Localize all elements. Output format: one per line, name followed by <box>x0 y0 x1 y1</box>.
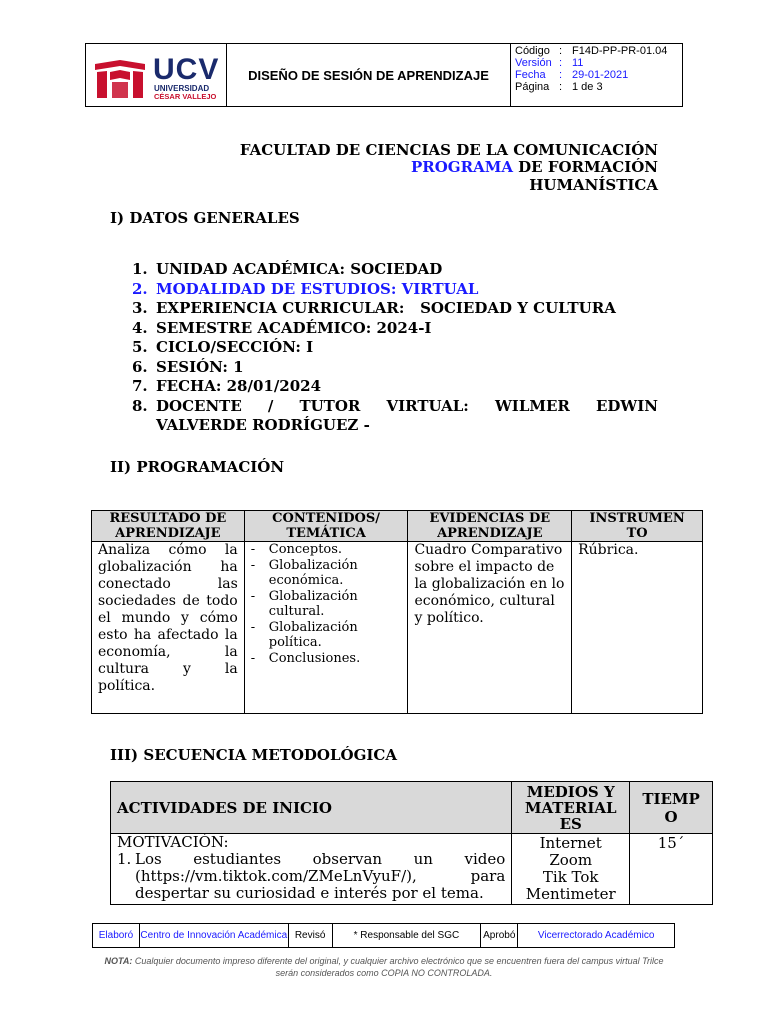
section-heading-datos: I) DATOS GENERALES <box>110 209 300 227</box>
list-item <box>251 558 402 589</box>
meta-value: 11 <box>572 57 584 69</box>
bullet: - <box>250 557 256 573</box>
item-text: Globalización económica. <box>268 557 358 588</box>
item-text: Globalización cultural. <box>268 588 358 619</box>
note-label: NOTA: <box>104 956 133 966</box>
meta-colon: : <box>559 45 563 57</box>
secuencia-table <box>110 781 713 905</box>
header-tiempo: TIEMP O <box>630 782 713 834</box>
tiempo-cell: 15´ <box>630 834 713 905</box>
motivacion-label: MOTIVACIÓN: <box>117 833 229 851</box>
approval-table <box>92 923 675 948</box>
elaboro-label: Elaboró <box>93 924 140 948</box>
footer-note <box>100 955 668 979</box>
header-evidencias: EVIDENCIAS DE APRENDIZAJE <box>408 511 572 542</box>
logo-emblem-icon <box>95 60 145 98</box>
table-row <box>92 542 703 714</box>
bullet: - <box>250 588 256 604</box>
meta-colon: : <box>559 69 563 81</box>
program-title <box>411 158 658 176</box>
list-item <box>132 377 658 397</box>
list-item <box>251 542 402 558</box>
list-item <box>132 358 658 378</box>
meta-row-fecha <box>511 69 683 81</box>
item-number: 2. <box>132 279 148 298</box>
program-rest: DE FORMACIÓN <box>512 158 658 176</box>
list-item <box>132 260 658 280</box>
meta-row-codigo <box>511 45 683 57</box>
aprobo-value: Vicerrectorado Académico <box>518 924 675 948</box>
list-item <box>132 338 658 358</box>
section-heading-programacion: II) PROGRAMACIÓN <box>110 458 285 476</box>
item-number: 7. <box>132 377 148 395</box>
approval-row <box>93 924 675 948</box>
note-text: Cualquier documento impreso diferente del original, y cualquier archivo electrónico que se encuentren fuera del campus virtual Trilce serán considerados como COPIA NO CONTROLADA. <box>132 956 664 978</box>
meta-key: Código <box>515 45 550 57</box>
table-row <box>111 834 713 905</box>
meta-row-pagina <box>511 81 683 93</box>
logo-line1: UNIVERSIDAD <box>154 84 210 93</box>
item-number: 6. <box>132 357 148 376</box>
ucv-logo <box>86 44 227 106</box>
item-number: 1. <box>132 260 148 278</box>
document-header <box>85 43 683 107</box>
item-number: 4. <box>132 318 148 337</box>
meta-key: Versión <box>515 57 552 69</box>
document-title: DISEÑO DE SESIÓN DE APRENDIZAJE <box>227 44 511 106</box>
header-actividades: ACTIVIDADES DE INICIO <box>111 782 512 834</box>
reviso-label: Revisó <box>288 924 332 948</box>
medio-item: Mentimeter <box>525 885 616 903</box>
document-meta <box>511 44 683 107</box>
actividad-cell <box>111 834 512 905</box>
item-number: 5. <box>132 338 148 356</box>
meta-key: Fecha <box>515 69 546 81</box>
item-text: UNIDAD ACADÉMICA: SOCIEDAD <box>156 260 443 278</box>
medios-cell <box>512 834 630 905</box>
item-number: 8. <box>132 396 148 415</box>
item-text: FECHA: 28/01/2024 <box>156 377 322 395</box>
logo-wordmark: UCV <box>153 53 220 86</box>
program-word: PROGRAMA <box>410 158 513 176</box>
header-contenidos: CONTENIDOS/ TEMÁTICA <box>244 511 408 542</box>
table-header-row <box>111 782 713 834</box>
meta-row-version <box>511 57 683 69</box>
meta-value: 1 de 3 <box>572 81 603 93</box>
contenidos-list <box>251 542 402 666</box>
actividad-item <box>117 851 505 902</box>
list-item <box>132 397 658 436</box>
list-item <box>132 299 658 319</box>
aprobo-label: Aprobó <box>481 924 518 948</box>
item-text: Globalización política. <box>268 619 358 650</box>
meta-value: 29-01-2021 <box>572 69 629 81</box>
meta-colon: : <box>559 57 563 69</box>
evidencias-cell: Cuadro Comparativo sobre el impacto de la globalización en lo económico, cultural y político. <box>408 542 572 714</box>
meta-colon: : <box>559 81 563 93</box>
item-text: MODALIDAD DE ESTUDIOS: VIRTUAL <box>156 279 479 298</box>
header-instrumento: INSTRUMEN TO <box>572 511 703 542</box>
list-item <box>251 651 402 667</box>
medio-item: Tik Tok <box>542 868 599 886</box>
logo-line2: CÉSAR VALLEJO <box>154 92 217 101</box>
faculty-title: FACULTAD DE CIENCIAS DE LA COMUNICACIÓN <box>239 141 658 159</box>
medio-item: Zoom <box>549 851 593 869</box>
resultado-cell: Analiza cómo la globalización ha conectado las sociedades de todo el mundo y cómo esto ha afectado la economía, la cultura y la política. <box>92 542 245 714</box>
instrumento-cell: Rúbrica. <box>572 542 703 714</box>
bullet: - <box>250 619 256 635</box>
list-item <box>132 280 658 300</box>
meta-value: F14D-PP-PR-01.04 <box>572 45 668 57</box>
list-item <box>132 319 658 339</box>
docente-line2: VALVERDE RODRÍGUEZ - <box>156 416 370 434</box>
medio-item: Internet <box>539 834 602 852</box>
header-resultado: RESULTADO DE APRENDIZAJE <box>92 511 245 542</box>
item-text: SEMESTRE ACADÉMICO: 2024-I <box>156 318 432 337</box>
item-text <box>156 397 658 436</box>
program-title-line2: HUMANÍSTICA <box>529 176 658 194</box>
item-text: Los estudiantes observan un video (https://vm.tiktok.com/ZMeLnVyuF/), para despertar su curiosidad e interés por el tema. <box>135 850 506 902</box>
contenidos-cell <box>244 542 408 714</box>
item-number: 3. <box>132 299 148 317</box>
table-header-row <box>92 511 703 542</box>
item-text: CICLO/SECCIÓN: I <box>156 338 314 356</box>
header-medios: MEDIOS Y MATERIAL ES <box>512 782 630 834</box>
meta-key: Página <box>515 81 550 93</box>
section-heading-secuencia: III) SECUENCIA METODOLÓGICA <box>110 746 397 764</box>
bullet: - <box>250 542 256 557</box>
list-item <box>251 620 402 651</box>
programacion-table <box>91 510 703 714</box>
docente-line1: DOCENTE / TUTOR VIRTUAL: WILMER EDWIN <box>156 396 658 415</box>
item-text: SESIÓN: 1 <box>156 357 244 376</box>
list-item <box>251 589 402 620</box>
datos-generales-list <box>132 260 658 436</box>
reviso-value: * Responsable del SGC <box>332 924 481 948</box>
item-number: 1. <box>117 850 132 868</box>
bullet: - <box>250 650 256 666</box>
item-text: Conceptos. <box>268 542 343 557</box>
item-text: Conclusiones. <box>268 650 361 666</box>
elaboro-value: Centro de Innovación Académica <box>139 924 288 948</box>
item-text: EXPERIENCIA CURRICULAR: SOCIEDAD Y CULTURA <box>156 299 616 317</box>
